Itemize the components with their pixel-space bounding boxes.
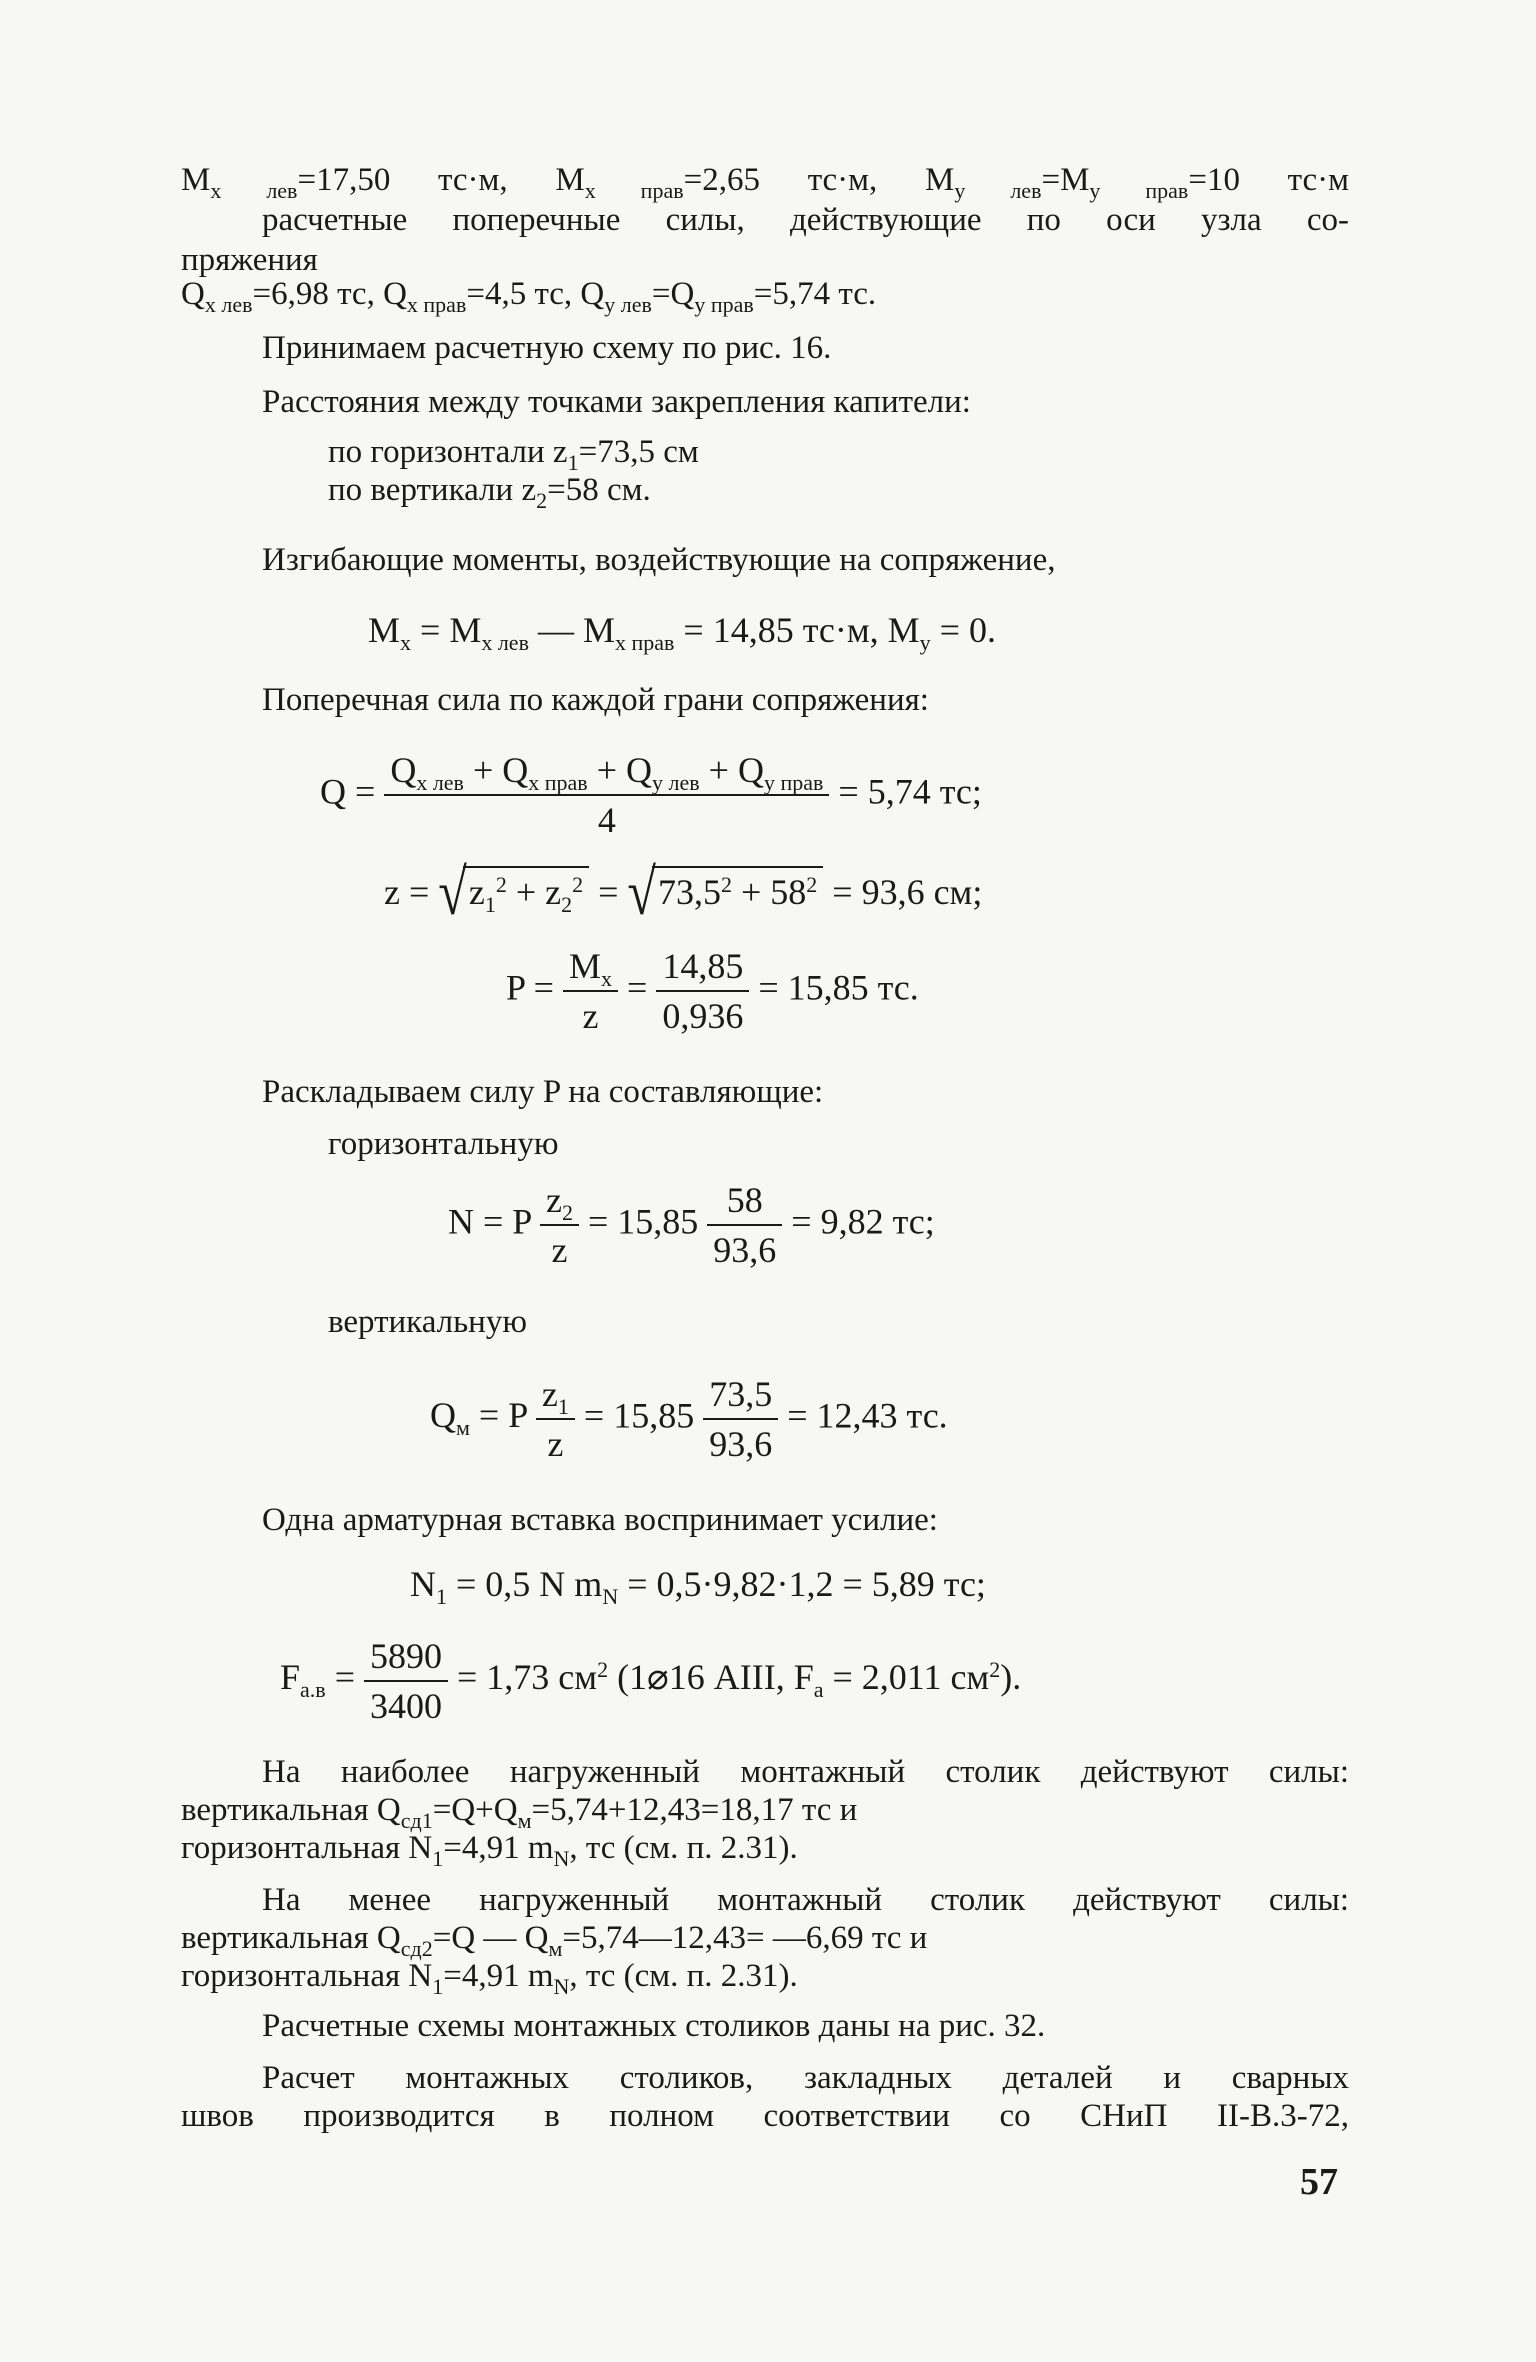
paragraph: На менее нагруженный монтажный столик действуют силы: xyxy=(262,1882,1349,1918)
fraction xyxy=(656,944,749,1038)
fraction xyxy=(536,1372,575,1466)
text-line: горизонтальную xyxy=(328,1126,559,1162)
text-line: по вертикали $z_2=58$ см. xyxy=(328,472,651,513)
equation-z xyxy=(384,857,983,929)
paragraph: Расчетные схемы монтажных столиков даны на рис. 32. xyxy=(262,2008,1046,2044)
eq-rhs: = 93,6 см; xyxy=(832,872,983,912)
numerator: 58 xyxy=(707,1178,782,1226)
eq-lhs: z = xyxy=(384,872,430,912)
equation-mx: $M_x = M_{x лев}$ — $M_{x прав} = 14,85$ тс·м, $M_y = 0$. xyxy=(368,610,996,655)
paragraph: Расчет монтажных столиков, закладных деталей и сварных xyxy=(262,2060,1349,2096)
paragraph: Изгибающие моменты, воздействующие на сопряжение, xyxy=(262,542,1056,578)
eq-equals: = xyxy=(598,872,619,912)
eq-rhs: = 15,85 тс. xyxy=(758,967,919,1008)
fraction xyxy=(703,1372,778,1466)
eq-mid: = 15,85 xyxy=(583,1395,695,1436)
equation-q xyxy=(320,748,982,842)
eq-lhs: $F_{а.в}$ = xyxy=(280,1657,355,1703)
equation-qm xyxy=(430,1372,948,1466)
radical-sign: √ xyxy=(627,857,656,929)
radicand: $73,5^2 + 58^2$ xyxy=(652,866,823,914)
numerator: 73,5 xyxy=(703,1372,778,1420)
numerator: $M_x$ xyxy=(563,944,618,992)
eq-rhs: = 9,82 тс; xyxy=(791,1201,935,1242)
text-line: вертикальная $Q_{сд1}=Q+Q_м=5,74+12,43=18,17$ тс и xyxy=(181,1792,858,1833)
paragraph: Поперечная сила по каждой грани сопряжения: xyxy=(262,682,929,718)
eq-lhs: N = P xyxy=(448,1201,531,1242)
denominator: 0,936 xyxy=(662,996,744,1036)
text-line: вертикальную xyxy=(328,1304,527,1340)
equation-fa xyxy=(280,1634,1021,1728)
eq-mid: = 15,85 xyxy=(587,1201,699,1242)
text-line: швов производится в полном соответствии со СНиП II-В.3-72, xyxy=(181,2098,1349,2134)
paragraph: Раскладываем силу P на составляющие: xyxy=(262,1074,824,1110)
eq-lhs: P = xyxy=(506,967,554,1008)
paragraph: Расстояния между точками закрепления капители: xyxy=(262,384,971,420)
denominator: z xyxy=(551,1230,568,1270)
paragraph: На наиболее нагруженный монтажный столик действуют силы: xyxy=(262,1754,1349,1790)
page-number: 57 xyxy=(1300,2161,1338,2203)
denominator: z xyxy=(547,1424,564,1464)
numerator: $z_2$ xyxy=(540,1178,579,1226)
equation-n xyxy=(448,1178,935,1272)
eq-rhs: = 5,74 тс; xyxy=(838,771,982,812)
text-line: по горизонтали $z_1=73,5$ см xyxy=(328,434,699,475)
fraction xyxy=(384,748,829,842)
equation-n1: $N_1 = 0,5$ N $m_N = 0,5\cdot 9,82\cdot 1,2 = 5,89$ тс; xyxy=(410,1564,986,1609)
fraction xyxy=(364,1634,448,1728)
text-line: $M_{x лев}=17,50$ тс·м, $M_{x прав}=2,65$ тс·м, $M_{y лев}=M_{y прав}=10$ тс·м xyxy=(181,162,1350,203)
text-line: горизонтальная $N_1=4,91$ $m_N$, тс (см. п. 2.31). xyxy=(181,1958,798,1999)
eq-rhs: = 12,43 тс. xyxy=(787,1395,948,1436)
radical-sign: √ xyxy=(438,857,467,929)
paragraph: Одна арматурная вставка воспринимает усилие: xyxy=(262,1502,938,1538)
denominator: 93,6 xyxy=(713,1230,777,1270)
fraction xyxy=(563,944,618,1038)
radicand: $z_1^2 + z_2^2$ xyxy=(463,866,589,914)
numerator: $z_1$ xyxy=(536,1372,575,1420)
text-line: горизонтальная $N_1=4,91$ $m_N$, тс (см. п. 2.31). xyxy=(181,1830,798,1871)
text-line: $Q_{x лев}=6,98$ тс, $Q_{x прав}=4,5$ тс, $Q_{y лев}=Q_{y прав}=5,74$ тс. xyxy=(181,276,877,317)
eq-lhs: $Q_м = P$ xyxy=(430,1395,527,1441)
paragraph: Принимаем расчетную схему по рис. 16. xyxy=(262,330,832,366)
denominator: z xyxy=(582,996,599,1036)
text-line: расчетные поперечные силы, действующие по оси узла со- xyxy=(262,202,1349,238)
denominator: 4 xyxy=(597,800,616,840)
numerator: 14,85 xyxy=(656,944,749,992)
denominator: 93,6 xyxy=(709,1424,773,1464)
numerator: 5890 xyxy=(364,1634,448,1682)
eq-rhs: = 1,73 $см^2$ (1⌀16 AIII, $F_а = 2,011$ $см^2$). xyxy=(457,1657,1022,1703)
text-line: вертикальная $Q_{сд2}=Q$ — $Q_м=5,74—12,43=$ —6,69 тс и xyxy=(181,1920,928,1961)
fraction xyxy=(540,1178,579,1272)
text-line: пряжения xyxy=(181,242,318,278)
equation-p xyxy=(506,944,919,1038)
numerator: $Q_{x лев} + Q_{x прав} + Q_{y лев} + Q_{y прав}$ xyxy=(384,748,829,796)
eq-equals: = xyxy=(627,967,648,1008)
denominator: 3400 xyxy=(370,1686,442,1726)
fraction xyxy=(707,1178,782,1272)
eq-lhs: Q = xyxy=(320,771,376,812)
